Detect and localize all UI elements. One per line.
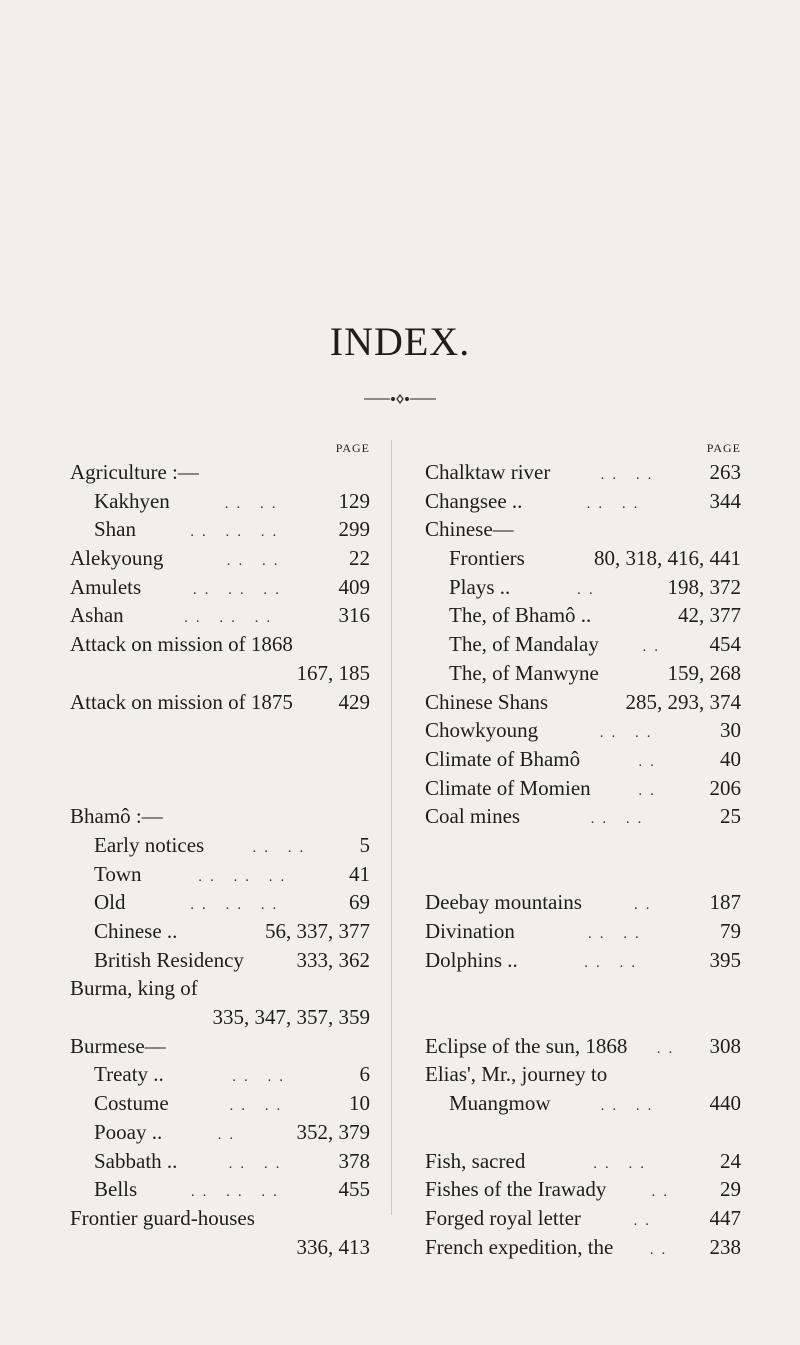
index-entry xyxy=(70,1175,370,1204)
index-entry xyxy=(425,1032,741,1061)
entry-pages: 344 xyxy=(709,488,741,513)
entry-pages: 167, 185 xyxy=(296,660,370,685)
leader-dots: .. .. xyxy=(599,725,659,742)
index-entry xyxy=(425,601,741,630)
index-entry xyxy=(70,1233,370,1262)
entry-text: Attack on mission of 1875 xyxy=(70,689,293,714)
entry-text: Alekyoung xyxy=(70,546,164,571)
entry-pages: 238 xyxy=(709,1234,741,1259)
column-divider xyxy=(391,440,392,1215)
entry-text: Early notices xyxy=(94,832,205,857)
leader-dots: .. xyxy=(638,782,662,799)
entry-pages: 308 xyxy=(709,1033,741,1058)
index-entry xyxy=(70,544,370,573)
entry-text: Coal mines xyxy=(425,804,521,829)
index-entry xyxy=(70,716,370,745)
index-entry xyxy=(70,630,370,659)
leader-dots: .. .. .. xyxy=(190,1184,285,1201)
entry-text: Bells xyxy=(94,1177,138,1202)
index-entry xyxy=(425,1003,741,1032)
page-title: INDEX. xyxy=(329,319,471,364)
entry-text: Eclipse of the sun, 1868 xyxy=(425,1033,628,1058)
index-entry xyxy=(425,831,741,860)
entry-text: Costume xyxy=(94,1091,169,1116)
entry-text: Agriculture :— xyxy=(70,460,199,484)
leader-dots: .. xyxy=(642,639,666,656)
index-entry xyxy=(425,573,741,602)
entry-pages: 455 xyxy=(338,1177,370,1202)
leader-dots: .. .. xyxy=(252,839,312,856)
index-entry xyxy=(70,917,370,946)
entry-text: French expedition, the xyxy=(425,1234,614,1259)
entry-pages: 29 xyxy=(720,1177,741,1202)
index-entry xyxy=(425,917,741,946)
index-entry xyxy=(70,659,370,688)
entry-pages: 333, 362 xyxy=(296,947,370,972)
entry-pages: 198, 372 xyxy=(667,574,741,599)
index-entry xyxy=(70,458,370,487)
index-entry xyxy=(70,573,370,602)
leader-dots: .. .. xyxy=(600,1098,660,1115)
entry-text: Attack on mission of 1868 xyxy=(70,632,293,657)
leader-dots: .. .. xyxy=(586,495,646,512)
index-entry xyxy=(70,1060,370,1089)
index-entry xyxy=(70,1147,370,1176)
entry-pages: 22 xyxy=(349,546,370,571)
leader-dots: .. .. .. xyxy=(198,868,293,885)
entry-pages: 80, 318, 416, 441 xyxy=(594,546,741,571)
leader-dots: .. xyxy=(633,1212,657,1229)
index-entry xyxy=(70,515,370,544)
entry-pages: 352, 379 xyxy=(296,1119,370,1144)
entry-text: Sabbath .. xyxy=(94,1148,178,1173)
entry-pages: 440 xyxy=(709,1091,741,1116)
index-entry xyxy=(70,1003,370,1032)
entry-text: Plays .. xyxy=(449,574,511,599)
leader-dots: .. xyxy=(649,1241,674,1258)
entry-pages: 299 xyxy=(338,517,370,542)
index-entry xyxy=(70,601,370,630)
index-entry xyxy=(425,802,741,831)
entry-pages: 447 xyxy=(709,1205,741,1230)
entry-pages: 395 xyxy=(709,947,741,972)
entry-text: Chinese .. xyxy=(94,919,178,943)
entry-text: Deebay mountains xyxy=(425,890,582,915)
entry-text: Old xyxy=(94,890,126,915)
entry-text: Climate of Momien xyxy=(425,775,591,800)
index-entry xyxy=(425,1204,741,1233)
index-entry xyxy=(425,946,741,975)
leader-dots: .. .. xyxy=(224,495,284,512)
entry-text: British Residency xyxy=(94,947,244,972)
index-entry xyxy=(425,659,741,688)
index-entry xyxy=(70,802,370,831)
entry-text: The, of Bhamô .. xyxy=(449,603,592,628)
index-entry xyxy=(425,515,741,544)
index-entry xyxy=(425,1118,741,1147)
entry-pages: 263 xyxy=(709,460,741,484)
entry-text: Muangmow xyxy=(449,1091,551,1116)
entry-text: Dolphins .. xyxy=(425,947,518,972)
index-entry xyxy=(425,1175,741,1204)
index-entry xyxy=(70,1118,370,1147)
entry-text: Bhamô :— xyxy=(70,804,163,829)
ornament-divider xyxy=(362,393,438,405)
entry-text: The, of Mandalay xyxy=(449,632,599,657)
index-entry xyxy=(425,974,741,1003)
entry-pages: 429 xyxy=(338,689,370,714)
entry-pages: 41 xyxy=(349,861,370,886)
entry-pages: 40 xyxy=(720,746,741,771)
leader-dots: .. xyxy=(217,1126,242,1143)
entry-text: Town xyxy=(94,861,142,886)
entry-text: Elias', Mr., journey to xyxy=(425,1062,608,1087)
entry-text: The, of Manwyne xyxy=(449,660,599,685)
entry-pages: 24 xyxy=(720,1148,741,1173)
entry-pages: 5 xyxy=(359,832,370,857)
entry-pages: 378 xyxy=(338,1148,370,1173)
entry-text: Chinese Shans xyxy=(425,689,549,714)
index-entry xyxy=(70,1032,370,1061)
index-entry xyxy=(425,888,741,917)
entry-pages: 129 xyxy=(338,488,370,513)
entry-pages: 79 xyxy=(720,919,741,943)
index-entry xyxy=(70,1089,370,1118)
entry-pages: 6 xyxy=(359,1062,370,1087)
leader-dots: .. .. .. xyxy=(190,524,285,541)
leader-dots: .. .. xyxy=(229,1098,289,1115)
index-entry xyxy=(425,716,741,745)
entry-text: Fish, sacred xyxy=(425,1148,526,1173)
index-entry xyxy=(425,1147,741,1176)
index-entry xyxy=(70,860,370,889)
leader-dots: .. .. xyxy=(593,1155,653,1172)
leader-dots: .. .. xyxy=(590,811,650,828)
leader-dots: .. xyxy=(656,1040,681,1057)
index-entry xyxy=(425,487,741,516)
entry-pages: 42, 377 xyxy=(678,603,741,628)
entry-pages: 25 xyxy=(720,804,741,829)
entry-pages: 159, 268 xyxy=(667,660,741,685)
right-column xyxy=(425,438,741,1261)
index-entry xyxy=(425,630,741,659)
index-entry xyxy=(70,487,370,516)
leader-dots: .. .. xyxy=(584,954,643,971)
entry-text: Shan xyxy=(94,517,136,542)
entry-pages: 56, 337, 377 xyxy=(265,919,370,943)
right-entries xyxy=(425,458,741,1261)
leader-dots: .. .. .. xyxy=(192,581,287,598)
leader-dots: .. xyxy=(651,1184,675,1201)
leader-dots: .. .. xyxy=(226,553,286,570)
entry-text: Treaty .. xyxy=(94,1062,164,1087)
index-entry xyxy=(70,745,370,774)
entry-text: Chinese— xyxy=(425,517,514,542)
leader-dots: .. .. xyxy=(588,926,647,942)
entry-text: Divination xyxy=(425,919,515,943)
leader-dots: .. xyxy=(638,753,662,770)
left-entries xyxy=(70,458,370,1261)
entry-text: Frontier guard-houses xyxy=(70,1205,255,1230)
entry-text: Changsee .. xyxy=(425,488,523,513)
left-column xyxy=(70,438,370,1261)
index-entry xyxy=(70,1204,370,1233)
index-entry xyxy=(70,888,370,917)
index-entry xyxy=(425,1060,741,1089)
leader-dots: .. xyxy=(633,897,658,914)
leader-dots: .. .. xyxy=(232,1069,292,1086)
leader-dots: .. .. xyxy=(228,1155,288,1172)
entry-text: Chowkyoung xyxy=(425,718,539,743)
entry-pages: 30 xyxy=(720,718,741,743)
entry-text: Chalktaw river xyxy=(425,460,551,484)
entry-text: Frontiers xyxy=(449,546,525,571)
entry-pages: 409 xyxy=(338,574,370,599)
index-entry xyxy=(425,458,741,487)
index-entry xyxy=(70,831,370,860)
leader-dots: .. .. .. xyxy=(184,610,279,627)
entry-pages: 285, 293, 374 xyxy=(625,689,741,714)
index-entry xyxy=(425,745,741,774)
entry-pages: 335, 347, 357, 359 xyxy=(212,1005,370,1030)
index-entry xyxy=(70,974,370,1003)
index-entry xyxy=(425,774,741,803)
entry-pages: 316 xyxy=(338,603,370,628)
leader-dots: .. .. .. xyxy=(190,897,285,914)
entry-text: Burmese— xyxy=(70,1033,166,1058)
entry-pages: 206 xyxy=(709,775,741,800)
entry-text: Fishes of the Irawady xyxy=(425,1177,607,1202)
entry-text: Kakhyen xyxy=(94,488,170,513)
entry-pages: 10 xyxy=(349,1091,370,1116)
entry-text: Climate of Bhamô xyxy=(425,746,581,771)
leader-dots: .. .. xyxy=(600,467,660,483)
index-entry xyxy=(425,1089,741,1118)
entry-pages: 454 xyxy=(709,632,741,657)
entry-text: Amulets xyxy=(70,574,142,599)
index-entry xyxy=(425,1233,741,1262)
page-column-label: PAGE xyxy=(706,441,741,455)
entry-text: Forged royal letter xyxy=(425,1205,581,1230)
page-column-label: PAGE xyxy=(335,441,370,455)
index-entry xyxy=(425,860,741,889)
entry-text: Pooay .. xyxy=(94,1119,163,1144)
entry-pages: 336, 413 xyxy=(296,1234,370,1259)
entry-text: Burma, king of xyxy=(70,976,198,1001)
index-entry xyxy=(70,688,370,717)
entry-pages: 187 xyxy=(709,890,741,915)
entry-pages: 69 xyxy=(349,890,370,915)
index-entry xyxy=(425,544,741,573)
entry-text: Ashan xyxy=(70,603,124,628)
index-entry xyxy=(70,774,370,803)
index-entry xyxy=(425,688,741,717)
index-entry xyxy=(70,946,370,975)
leader-dots: .. xyxy=(577,581,601,598)
